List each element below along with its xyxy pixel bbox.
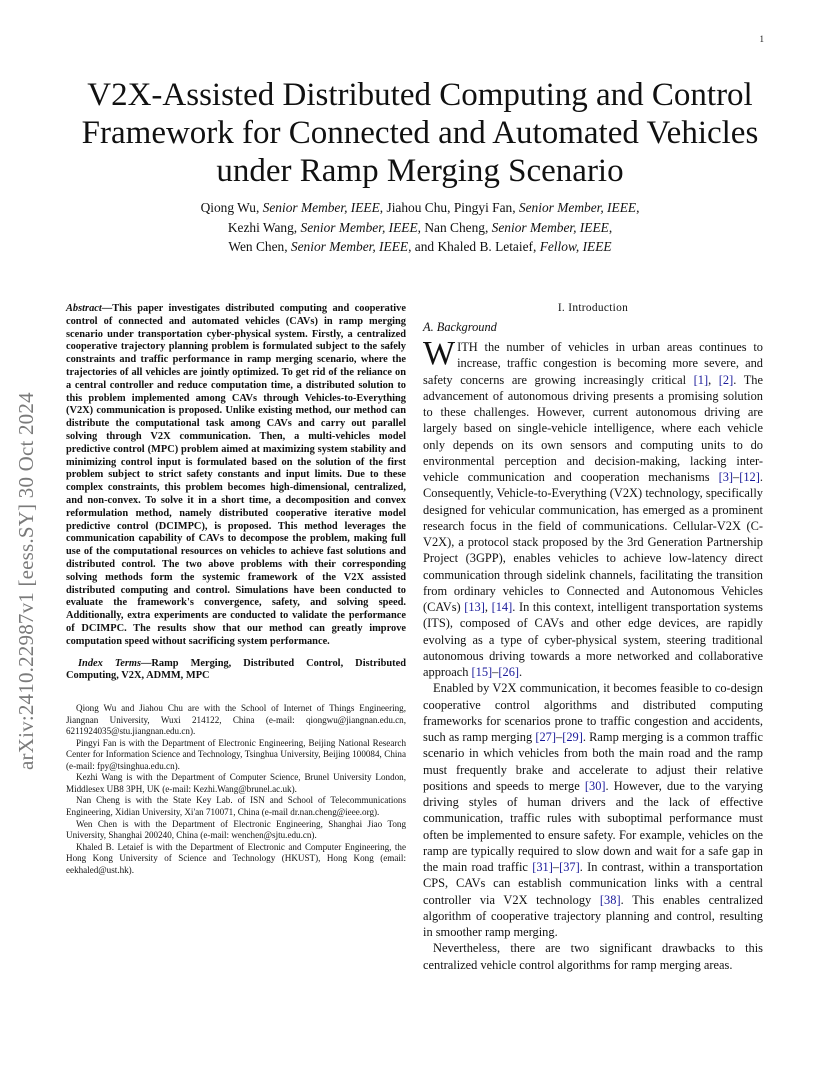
paragraph-text: – — [552, 860, 560, 874]
abstract-text: —This paper investigates distributed computing and cooperative control of connected and automated vehicles (CAVs) in ramp merging scenario under transportation cyber-physical system. Firstly, a centralized cooperative trajectory planning problem is formulated subject to the safely constraints and traffic performance in ramp merging scenario, where the trajectories of all vehicles are jointly optimized. To get rid of the reliance on a central controller and reduce computation time, a distributed solution to this problem implemented among CAVs through Vehicles-to-Everything (V2X) communication is proposed. Unlike existing method, our method can distribute the computational task among CAVs and carry out parallel solving through V2X communication. Then, a multi-vehicles model predictive control (MPC) problem aimed at maximizing system stability and minimizing control input is formulated based on the solution of the first problem subject to strict safety constants and input limits. Due to these complex constraints, this problem becomes high-dimensional, centralized, and non-convex. To solve it in a short time, a decomposition and convex reformulation method, namely distributed cooperative iterative model predictive control (DCIMPC), is proposed. This method leverages the communication capability of CAVs to decompose the problem, making full use of the computational resources on vehicles to achieve fast solutions and distributed control. The two above problems with their corresponding solving methods form the systemic framework of the V2X assisted distributed computing and control. Simulations have been conducted to evaluate the framework's convergence, safety, and solving speed. Additionally, extra experiments are conducted to validate the performance of DCIMPC. The results show that our method can greatly improve computation speed without sacrificing system performance. — [66, 303, 406, 647]
footnote: Qiong Wu and Jiahou Chu are with the School of Internet of Things Engineering, Jiangnan University, Wuxi 214122, China (e-mail: qiongwu@jiangnan.edu.cn, 6211924035@stu.jiangnan.edu.cn). — [66, 703, 406, 737]
paragraph-text: , — [484, 600, 492, 614]
page-number: 1 — [759, 34, 764, 44]
paragraph-2 — [423, 680, 763, 940]
footnote: Khaled B. Letaief is with the Department of Electronic and Computer Engineering, the Hong Kong University of Science and Technology (HKUST), Hong Kong (email: eekhaled@ust.hk). — [66, 841, 406, 875]
citation-link[interactable]: [14] — [491, 600, 513, 614]
footnote: Kezhi Wang is with the Department of Computer Science, Brunel University London, Middlesex UB8 3PH, UK (e-mail: Kezhi.Wang@brunel.ac.uk). — [66, 772, 406, 794]
citation-link[interactable]: [31] — [532, 860, 553, 874]
paper-title: V2X-Assisted Distributed Computing and Control Framework for Connected and Automated Vehicles under Ramp Merging Scenario — [81, 77, 759, 189]
paragraph-text: . Consequently, Vehicle-to-Everything (V2X) technology, specifically designed for vehicular communication, has emerged as a prominent research focus in the field of communications. Cellular-V2X (C-V2X), a protocol stack proposed by the 3rd Generation Partnership Project (3GPP), enables vehicles to achieve low-latency direct communication through sidelink channels, facilitating the transition from ordinary vehicles to Connected and Autonomous Vehicles (CAVs) — [423, 470, 763, 614]
citation-link[interactable]: [1] — [693, 372, 709, 387]
citation-link[interactable]: [29] — [562, 730, 583, 744]
author-role: Senior Member, IEEE — [491, 219, 609, 235]
footnote: Nan Cheng is with the State Key Lab. of ISN and School of Telecommunications Engineering, Xidian University, Xi'an 710071, China (e-mail dr.nan.cheng@ieee.org). — [66, 795, 406, 818]
index-terms — [66, 658, 406, 684]
citation-link[interactable]: [27] — [535, 730, 557, 744]
author-name: Wen Chen, — [228, 239, 291, 254]
author-separator: , — [636, 200, 640, 215]
author-name: , Nan Cheng, — [417, 219, 492, 235]
paragraph-text: . — [519, 665, 523, 679]
author-name: Qiong Wu, — [200, 200, 263, 215]
paragraph-text: , — [708, 372, 719, 387]
citation-link[interactable]: [15] — [471, 665, 493, 679]
left-column — [66, 303, 406, 876]
paragraph-text: . However, due to the varying driving styles of human drivers and the lack of effective communication, traffic rules with suboptimal performance must often be implemented to ensure safety. For example, vehicles on the ramp are typically required to slow down and wait for a safe gap in the main road traffic — [423, 778, 763, 874]
citation-link[interactable]: [13] — [464, 600, 485, 614]
author-name: Kezhi Wang, — [227, 219, 301, 235]
author-role: Fellow, IEEE — [539, 239, 612, 254]
arxiv-identifier: arXiv:2410.22987v1 [eess.SY] 30 Oct 2024 — [14, 392, 38, 770]
abstract-label: Abstract — [66, 303, 102, 314]
paragraph-3: Nevertheless, there are two significant drawbacks to this centralized vehicle control algorithms for ramp merging areas. — [423, 941, 763, 972]
author-separator: , — [608, 219, 613, 235]
author-name: , and Khaled B. Letaief, — [408, 239, 540, 254]
footnote: Wen Chen is with the Department of Electronic Engineering, Shanghai Jiao Tong University, Shanghai 200240, China (e-mail: wenchen@sjtu.edu.cn). — [66, 818, 406, 841]
paragraph-text: Enabled by V2X communication, it becomes feasible to co-design cooperative control algorithms and distributed computing frameworks for scenarios prone to traffic congestion and accidents, such as ramp merging — [423, 681, 763, 744]
paragraph-text: . This enables centralized algorithm of cooperative trajectory planning and control, resulting in smoother ramp merging. — [423, 892, 763, 939]
citation-link[interactable]: [37] — [559, 860, 580, 874]
paragraph-text: ITH the number of vehicles in urban areas continues to increase, traffic congestion is becoming more severe, and safety concerns are growing increasingly critical — [423, 340, 763, 387]
section-heading: I. Introduction — [557, 302, 629, 314]
author-affiliations — [66, 703, 406, 876]
paragraph-text: . Ramp merging is a common traffic scenario in which vehicles from both the main road and the ramp must frequently brake and accelerate to adjust their relative positions and speeds to merge — [423, 730, 763, 793]
abstract — [66, 303, 406, 649]
paragraph-text: – — [733, 470, 740, 484]
citation-link[interactable]: [26] — [498, 665, 520, 679]
citation-link[interactable]: [38] — [599, 892, 621, 907]
author-role: Senior Member, IEEE — [262, 200, 380, 215]
paragraph-text: . In this context, intelligent transportation systems (ITS), composed of CAVs and other edge devices, are rapidly evolving as a type of cyber-physical system, steering traditional autonomous driving towards a more networked and collaborative approach — [423, 600, 764, 679]
right-column — [423, 302, 763, 973]
citation-link[interactable]: [2] — [718, 372, 734, 387]
author-line-2 — [60, 218, 780, 238]
paragraph-1 — [423, 335, 764, 680]
footnote: Pingyi Fan is with the Department of Electronic Engineering, Beijing National Research Center for Information Science and Technology, Tsinghua University, Beijing 100084, China (e-mail: fpy@tsinghua.edu.cn). — [66, 737, 406, 771]
author-role: Senior Member, IEEE — [518, 200, 637, 215]
author-list — [60, 198, 780, 257]
index-terms-label: Index Terms — [78, 657, 142, 669]
paragraph-text: . The advancement of autonomous driving presents a promising solution to these challenges. However, current autonomous driving are largely based on single-vehicle intelligence, where each vehicle only depends on its own sensors and computing units to do environmental perception and decision-making, lacking inter-vehicle communication and cooperation mechanisms — [423, 372, 763, 484]
subsection-heading: A. Background — [423, 320, 497, 334]
citation-link[interactable]: [3] — [718, 470, 734, 484]
paragraph-text: . In contrast, within a transportation CPS, CAVs can establish communication links with a central controller via V2X technology — [423, 860, 764, 907]
drop-cap: W — [423, 335, 456, 372]
author-role: Senior Member, IEEE — [300, 219, 418, 235]
author-line-3 — [60, 237, 780, 257]
author-role: Senior Member, IEEE — [290, 239, 409, 254]
paragraph-text: – — [492, 665, 499, 679]
citation-link[interactable]: [30] — [584, 778, 606, 793]
paragraph-text: – — [556, 730, 563, 744]
author-name: , Jiahou Chu, Pingyi Fan, — [379, 200, 519, 215]
author-line-1 — [60, 198, 780, 218]
index-terms-text: —Ramp Merging, Distributed Control, Distributed Computing, V2X, ADMM, MPC — [66, 657, 406, 682]
citation-link[interactable]: [12] — [739, 470, 760, 484]
